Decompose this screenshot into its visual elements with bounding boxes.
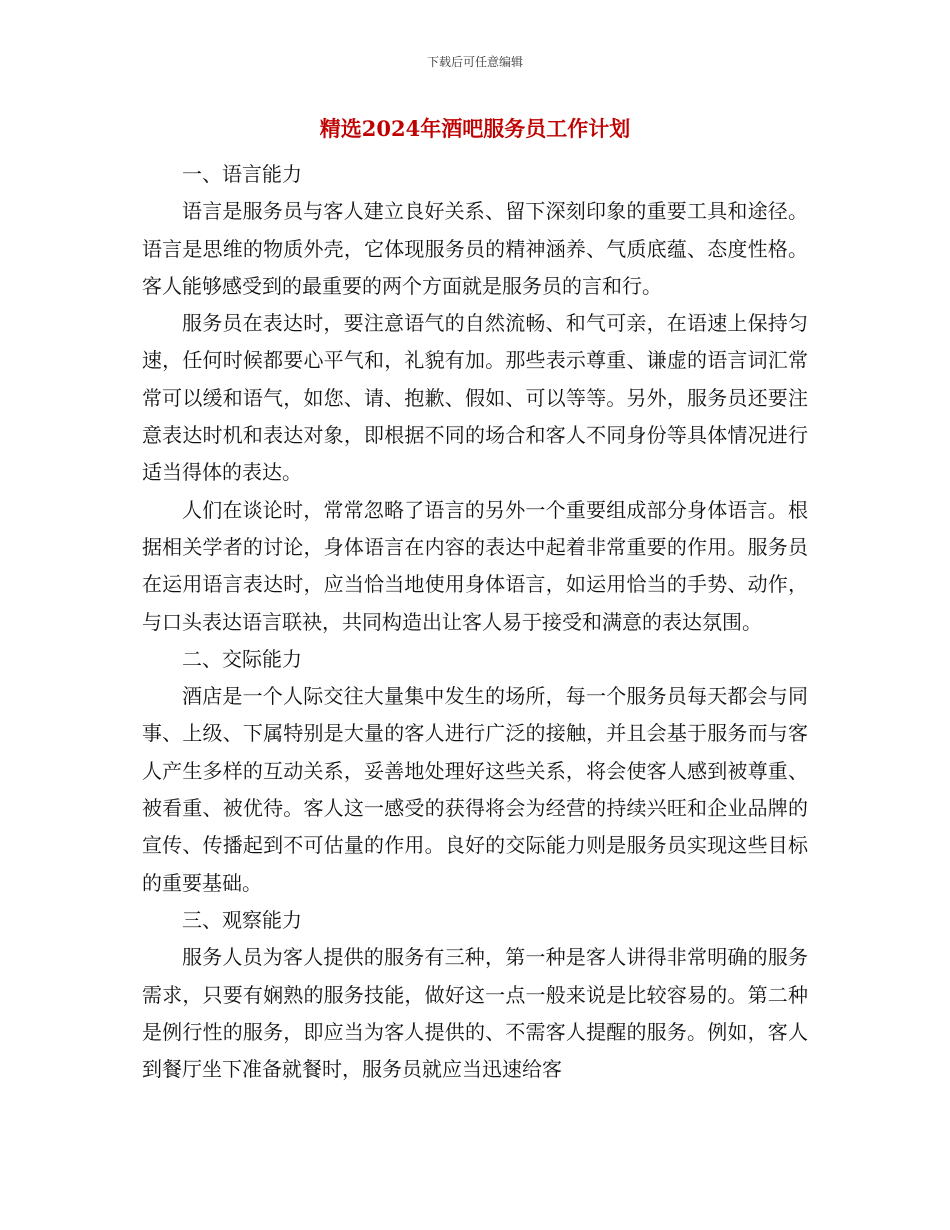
paragraph: 语言是服务员与客人建立良好关系、留下深刻印象的重要工具和途径。语言是思维的物质外壳，它体现服务员的精神涵养、气质底蕴、态度性格。客人能够感受到的最重要的两个方面就是服务员的言和行。: [142, 199, 808, 298]
section-heading-observation: 三、观察能力: [182, 907, 302, 932]
document-body: [142, 156, 808, 1088]
document-title: 精选2024年酒吧服务员工作计划: [319, 116, 631, 141]
paragraph: 人们在谈论时，常常忽略了语言的另外一个重要组成部分身体语言。根据相关学者的讨论，身体语言在内容的表达中起着非常重要的作用。服务员在运用语言表达时，应当恰当地使用身体语言，如运用恰当的手势、动作，与口头表达语言联袂，共同构造出让客人易于接受和满意的表达氛围。: [142, 497, 808, 634]
header-note: 下载后可任意编辑: [426, 55, 523, 69]
section-heading-language: 一、语言能力: [182, 162, 302, 186]
section-heading-social: 二、交际能力: [182, 646, 302, 671]
paragraph: 酒店是一个人际交往大量集中发生的场所，每一个服务员每天都会与同事、上级、下属特别是大量的客人进行广泛的接触，并且会基于服务而与客人产生多样的互动关系，妥善地处理好这些关系，将会使客人感到被尊重、被看重、被优待。客人这一感受的获得将会为经营的持续兴旺和企业品牌的宣传、传播起到不可估量的作用。良好的交际能力则是服务员实现这些目标的重要基础。: [142, 684, 808, 895]
paragraph: 服务人员为客人提供的服务有三种，第一种是客人讲得非常明确的服务需求，只要有娴熟的服务技能，做好这一点一般来说是比较容易的。第二种是例行性的服务，即应当为客人提供的、不需客人提醒的服务。例如，客人到餐厅坐下准备就餐时，服务员就应当迅速给客: [142, 945, 808, 1082]
paragraph: 服务员在表达时，要注意语气的自然流畅、和气可亲，在语速上保持匀速，任何时候都要心平气和，礼貌有加。那些表示尊重、谦虚的语言词汇常常可以缓和语气，如您、请、抱歉、假如、可以等等。另外，服务员还要注意表达时机和表达对象，即根据不同的场合和客人不同身份等具体情况进行适当得体的表达。: [142, 311, 808, 485]
